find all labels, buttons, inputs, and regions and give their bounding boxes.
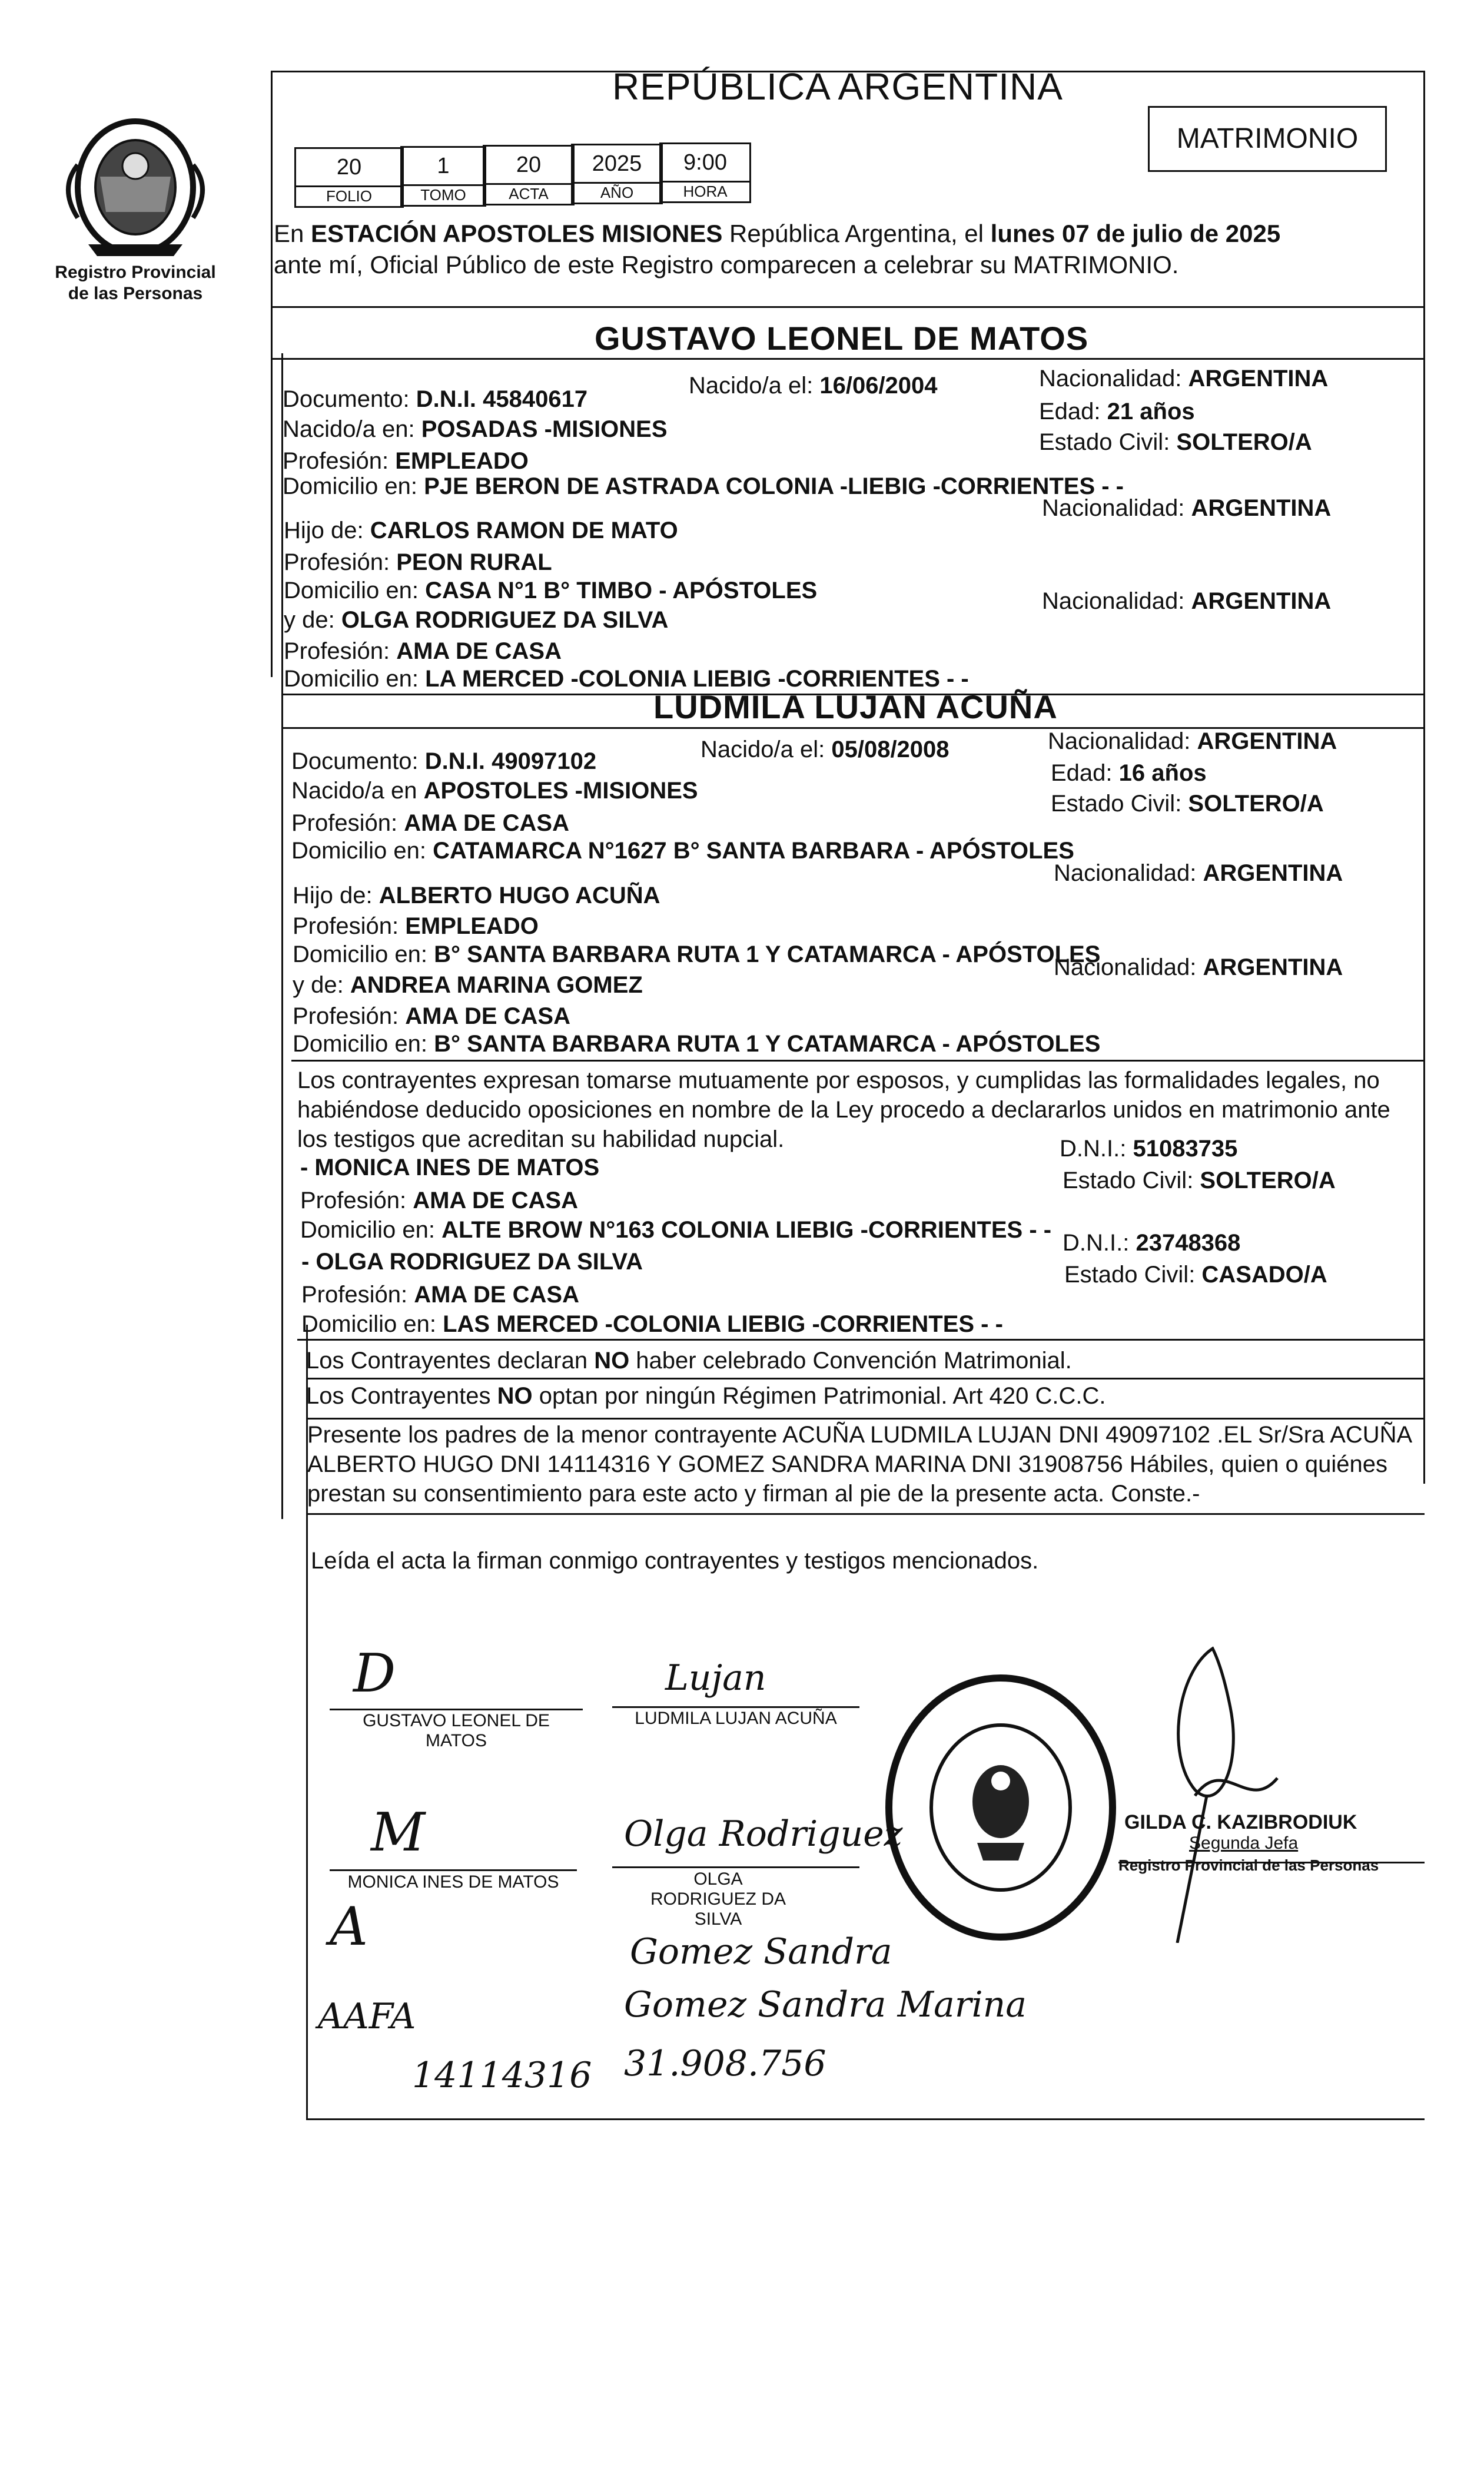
signature-name-4: OLGA RODRIGUEZ DA SILVA [650, 1869, 786, 1929]
spouse2-birthdate: Nacido/a el: 05/08/2008 [700, 737, 950, 762]
tomo-label: TOMO [400, 184, 486, 207]
spouse1-mother: y de: OLGA RODRIGUEZ DA SILVA [284, 607, 669, 633]
spouse2-bottom-divider [291, 1060, 1425, 1062]
spouse2-profession: Profesión: AMA DE CASA [291, 810, 569, 836]
spouse1-mother-profession: Profesión: AMA DE CASA [284, 638, 562, 664]
consent-bottom-divider [306, 1513, 1425, 1515]
spouse2-birthplace: Nacido/a en APOSTOLES -MISIONES [291, 778, 698, 804]
witness1-name: - MONICA INES DE MATOS [300, 1155, 600, 1180]
spouse1-father-nationality: Nacionalidad: ARGENTINA [1042, 495, 1332, 521]
spouse1-civil-status: Estado Civil: SOLTERO/A [1039, 429, 1312, 455]
spouse1-document: Documento: D.N.I. 45840617 [283, 386, 588, 412]
country-title: REPÚBLICA ARGENTINA [612, 65, 1063, 108]
agreement-convention: Los Contrayentes declaran NO haber celebrado Convención Matrimonial. [306, 1348, 1072, 1374]
intro-line-2: ante mí, Oficial Público de este Registro comparecen a celebrar su MATRIMONIO. [274, 251, 1179, 278]
spouse1-address: Domicilio en: PJE BERON DE ASTRADA COLONIA -LIEBIG -CORRIENTES - - [283, 473, 1124, 499]
signature-line-3 [330, 1869, 577, 1871]
province-coat-of-arms-icon [41, 112, 230, 259]
spouse2-name: LUDMILA LUJAN ACUÑA [653, 688, 1058, 725]
handwritten-gomez-sandra-marina: Gomez Sandra Marina [624, 1984, 1027, 2025]
spouse1-father-address: Domicilio en: CASA N°1 B° TIMBO - APÓSTOLES [284, 578, 818, 603]
intro-prefix: En [274, 220, 311, 247]
handwritten-dni-mother: 31.908.756 [624, 2043, 826, 2084]
hora-label: HORA [659, 181, 751, 203]
spouse2-father: Hijo de: ALBERTO HUGO ACUÑA [293, 883, 660, 908]
seal-text [877, 1666, 878, 1667]
signature-scribble-2: Lujan [665, 1657, 766, 1699]
spouse2-document: Documento: D.N.I. 49097102 [291, 748, 597, 774]
parental-consent: Presente los padres de la menor contrayente ACUÑA LUDMILA LUJAN DNI 49097102 .EL Sr/Sra ACUÑA ALBERTO HUGO DNI 14114316 Y GOMEZ SANDRA MARINA DNI 31908756 Hábiles, quien o quiénes prestan su consentimiento para este acto y firman al pie de la presente acta. Conste.- [307, 1422, 1411, 1507]
intro-date: lunes 07 de julio de 2025 [990, 220, 1281, 247]
witness2-civil-status: Estado Civil: CASADO/A [1064, 1262, 1327, 1288]
spouse2-father-profession: Profesión: EMPLEADO [293, 913, 539, 939]
marriage-declaration: Los contrayentes expresan tomarse mutuamente por esposos, y cumplidas las formalidades legales, no habiéndose deducido oposiciones en nombre de la Ley procedo a declararlos unidos en matrimonio ante los testigos que acreditan su habilidad nupcial. [297, 1067, 1390, 1152]
agreement-patrimonial-regime: Los Contrayentes NO optan por ningún Régimen Patrimonial. Art 420 C.C.C. [306, 1383, 1106, 1409]
logo-caption-line-1: Registro Provincial [55, 263, 216, 282]
spouse1-age: Edad: 21 años [1039, 399, 1195, 425]
signature-name-3: MONICA INES DE MATOS [347, 1872, 559, 1892]
official-seal-icon [877, 1666, 1124, 1949]
spouse1-mother-address: Domicilio en: LA MERCED -COLONIA LIEBIG -CORRIENTES - - [284, 666, 969, 692]
spouse2-address: Domicilio en: CATAMARCA N°1627 B° SANTA BARBARA - APÓSTOLES [291, 838, 1074, 864]
handwritten-dni-father: 14114316 [412, 2055, 592, 2096]
official-signature-mark [1142, 1637, 1319, 1943]
spouse2-mother-address: Domicilio en: B° SANTA BARBARA RUTA 1 Y CATAMARCA - APÓSTOLES [293, 1031, 1101, 1057]
spouse2-age: Edad: 16 años [1051, 760, 1207, 786]
spouse2-mother: y de: ANDREA MARINA GOMEZ [293, 972, 643, 998]
witness2-address: Domicilio en: LAS MERCED -COLONIA LIEBIG -CORRIENTES - - [301, 1311, 1003, 1337]
act-type-label: MATRIMONIO [1176, 123, 1359, 154]
header-divider [271, 306, 1425, 308]
spouse1-top-divider [271, 358, 1425, 360]
witness2-profession: Profesión: AMA DE CASA [301, 1282, 579, 1308]
act-type-box [1148, 106, 1387, 172]
bottom-border [306, 2118, 1425, 2120]
acta-value: 20 [483, 145, 575, 185]
witness1-dni: D.N.I.: 51083735 [1060, 1136, 1238, 1162]
agreement-divider [306, 1378, 1425, 1379]
handwritten-witness-signature: A [330, 1896, 368, 1958]
witness2-dni: D.N.I.: 23748368 [1063, 1230, 1241, 1256]
anio-label: AÑO [571, 182, 663, 204]
spouse2-civil-status: Estado Civil: SOLTERO/A [1051, 791, 1324, 817]
logo-caption-line-2: de las Personas [68, 284, 203, 303]
spouse1-name: GUSTAVO LEONEL DE MATOS [595, 320, 1089, 357]
signature-scribble-4: Olga Rodriguez [624, 1813, 903, 1855]
official-seal [877, 1666, 1124, 1949]
acta-label: ACTA [483, 183, 575, 205]
spouse1-birthplace: Nacido/a en: POSADAS -MISIONES [283, 416, 668, 442]
handwritten-initials: AAFA [318, 1996, 416, 2037]
anio-value: 2025 [571, 144, 663, 184]
folio-label: FOLIO [294, 185, 404, 208]
witness-bottom-divider [297, 1339, 1425, 1341]
official-title: Segunda Jefa [1189, 1833, 1299, 1853]
signature-scribble-1: D [353, 1643, 396, 1704]
spouse2-father-address: Domicilio en: B° SANTA BARBARA RUTA 1 Y CATAMARCA - APÓSTOLES [293, 941, 1101, 967]
folio-value: 20 [294, 147, 404, 187]
witness1-profession: Profesión: AMA DE CASA [300, 1188, 578, 1213]
consent-top-divider [306, 1418, 1425, 1420]
official-name: GILDA C. KAZIBRODIUK [1124, 1811, 1357, 1833]
signature-name-2: LUDMILA LUJAN ACUÑA [635, 1709, 837, 1728]
frame-left-border [271, 71, 273, 677]
hora-value: 9:00 [659, 142, 751, 183]
spouse2-nationality: Nacionalidad: ARGENTINA [1048, 728, 1337, 754]
witness2-name: - OLGA RODRIGUEZ DA SILVA [301, 1249, 643, 1275]
spouse1-birthdate: Nacido/a el: 16/06/2004 [689, 373, 938, 399]
handwritten-gomez-sandra: Gomez Sandra [630, 1931, 892, 1972]
signature-name-1: GUSTAVO LEONEL DE MATOS [363, 1711, 550, 1750]
intro-line-1 [274, 219, 1280, 248]
frame-right-border [1423, 71, 1425, 1484]
signature-line-1 [330, 1709, 583, 1710]
official-office: Registro Provincial de las Personas [1118, 1856, 1379, 1874]
province-logo [41, 112, 230, 306]
intro-country-text: República Argentina, el [722, 220, 991, 247]
tomo-value: 1 [400, 146, 486, 186]
spouse1-father-profession: Profesión: PEON RURAL [284, 549, 552, 575]
spouse1-nationality: Nacionalidad: ARGENTINA [1039, 366, 1329, 392]
left-border-mid [281, 353, 283, 1519]
spouse2-mother-profession: Profesión: AMA DE CASA [293, 1003, 570, 1029]
closing-statement: Leída el acta la firman conmigo contrayentes y testigos mencionados. [311, 1548, 1039, 1574]
witness1-address: Domicilio en: ALTE BROW N°163 COLONIA LIEBIG -CORRIENTES - - [300, 1217, 1052, 1243]
witness1-civil-status: Estado Civil: SOLTERO/A [1063, 1168, 1336, 1193]
signature-line-2 [612, 1706, 859, 1708]
spouse2-mother-nationality: Nacionalidad: ARGENTINA [1054, 954, 1343, 980]
signature-scribble-3: M [371, 1802, 426, 1863]
spouse1-profession: Profesión: EMPLEADO [283, 448, 529, 474]
spouse2-father-nationality: Nacionalidad: ARGENTINA [1054, 860, 1343, 886]
intro-office: ESTACIÓN APOSTOLES MISIONES [311, 220, 723, 247]
signature-line-4 [612, 1866, 859, 1868]
spouse1-father: Hijo de: CARLOS RAMON DE MATO [284, 518, 678, 543]
spouse1-mother-nationality: Nacionalidad: ARGENTINA [1042, 588, 1332, 614]
